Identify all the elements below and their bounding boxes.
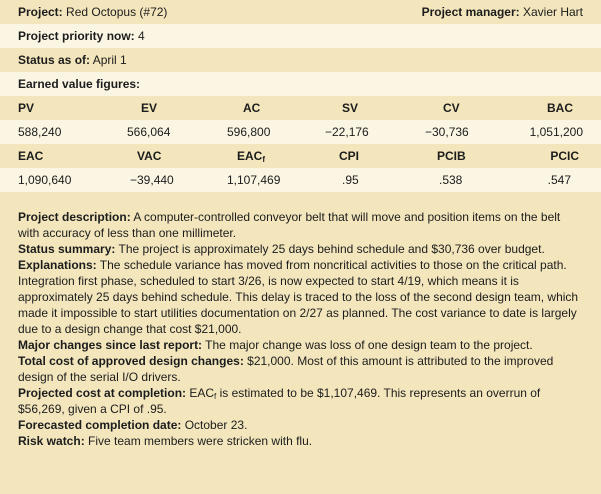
ev-header-cpi: CPI: [339, 149, 360, 163]
ev-header-pcic: PCIC: [550, 149, 579, 163]
total-cost-paragraph: [18, 353, 584, 385]
changes-paragraph: [18, 337, 584, 353]
ev-header-sv: SV: [342, 101, 359, 115]
ev-value-bac: 1,051,200: [529, 125, 583, 139]
forecast-paragraph: [18, 417, 584, 433]
manager-label: Project manager:: [421, 5, 520, 19]
status-field: [18, 53, 127, 67]
ev-value-row-1: [0, 120, 601, 144]
ev-value-ac: 596,800: [227, 125, 271, 139]
ev-header-row-1: [0, 96, 601, 120]
summary-paragraph: [18, 241, 584, 257]
ev-header-vac: VAC: [137, 149, 162, 163]
ev-value-vac: −39,440: [130, 173, 174, 187]
total-cost-text: $21,000. Most of this amount is attributed to the improved design of the serial I/O drivers.: [18, 354, 554, 384]
total-cost-label: Total cost of approved design changes:: [18, 354, 244, 368]
description-label: Project description:: [18, 210, 131, 224]
ev-header-bac: BAC: [547, 101, 573, 115]
projected-sub: f: [214, 392, 217, 401]
summary-text: The project is approximately 25 days behind schedule and $30,736 over budget.: [115, 242, 545, 256]
priority-field: [18, 29, 145, 43]
description-block: [18, 209, 584, 449]
description-paragraph: [18, 209, 584, 241]
changes-label: Major changes since last report:: [18, 338, 203, 352]
ev-value-pv: 588,240: [18, 125, 62, 139]
ev-value-eacf: 1,107,469: [227, 173, 281, 187]
project-label: Project:: [18, 5, 63, 19]
ev-title: Earned value figures:: [18, 77, 141, 91]
ev-value-sv: −22,176: [325, 125, 369, 139]
ev-value-row-2: [0, 168, 601, 192]
priority-label: Project priority now:: [18, 29, 135, 43]
project-row: [0, 0, 601, 24]
ev-value-eac: 1,090,640: [18, 173, 72, 187]
project-field: [18, 5, 167, 19]
ev-header-ev: EV: [141, 101, 158, 115]
risk-paragraph: [18, 433, 584, 449]
ev-header-pcib: PCIB: [437, 149, 466, 163]
changes-text: The major change was loss of one design team to the project.: [202, 338, 533, 352]
explanations-paragraph: [18, 257, 584, 337]
risk-text: Five team members were stricken with flu.: [84, 434, 313, 448]
ev-header-ac: AC: [243, 101, 261, 115]
project-value: Red Octopus (#72): [66, 5, 168, 19]
ev-value-cv: −30,736: [425, 125, 469, 139]
projected-text-pre: EAC: [186, 386, 215, 400]
projected-label: Projected cost at completion:: [18, 386, 187, 400]
risk-label: Risk watch:: [18, 434, 85, 448]
ev-header-cv: CV: [443, 101, 460, 115]
ev-header-eacf-sub: f: [262, 155, 266, 164]
ev-header-eac: EAC: [18, 149, 44, 163]
ev-value-cpi: .95: [342, 173, 359, 187]
priority-row: [0, 24, 601, 48]
ev-value-pcic: .547: [547, 173, 571, 187]
ev-title-row: [0, 72, 601, 96]
status-value: April 1: [92, 53, 127, 67]
projected-paragraph: [18, 385, 584, 417]
ev-header-eacf: [237, 149, 265, 163]
explanations-label: Explanations:: [18, 258, 97, 272]
forecast-text: October 23.: [181, 418, 248, 432]
description-text: A computer-controlled conveyor belt that will move and position items on the belt with accuracy of less than one millimeter.: [18, 210, 561, 240]
summary-label: Status summary:: [18, 242, 116, 256]
projected-text-post: is estimated to be $1,107,469. This represents an overrun of $56,269, given a CPI of .95.: [18, 386, 541, 416]
ev-value-pcib: .538: [439, 173, 463, 187]
ev-header-eacf-base: EAC: [237, 149, 263, 163]
priority-value: 4: [138, 29, 145, 43]
manager-value: Xavier Hart: [522, 5, 583, 19]
manager-field: [422, 5, 583, 19]
ev-header-pv: PV: [18, 101, 35, 115]
status-row: [0, 48, 601, 72]
explanations-text: The schedule variance has moved from noncritical activities to those on the critical path. Integration first phase, scheduled to start 3/26, is now expected to start 4/19, which means it is approximately 25 days behind schedule. This delay is traced to the loss of the second design team, which made it impossible to start utilities documentation on 2/27 as planned. The cost variance to date is largely due to a design change that cost $21,000.: [18, 258, 579, 336]
forecast-label: Forecasted completion date:: [18, 418, 182, 432]
ev-value-ev: 566,064: [127, 125, 171, 139]
ev-header-row-2: [0, 144, 601, 168]
status-label: Status as of:: [18, 53, 91, 67]
